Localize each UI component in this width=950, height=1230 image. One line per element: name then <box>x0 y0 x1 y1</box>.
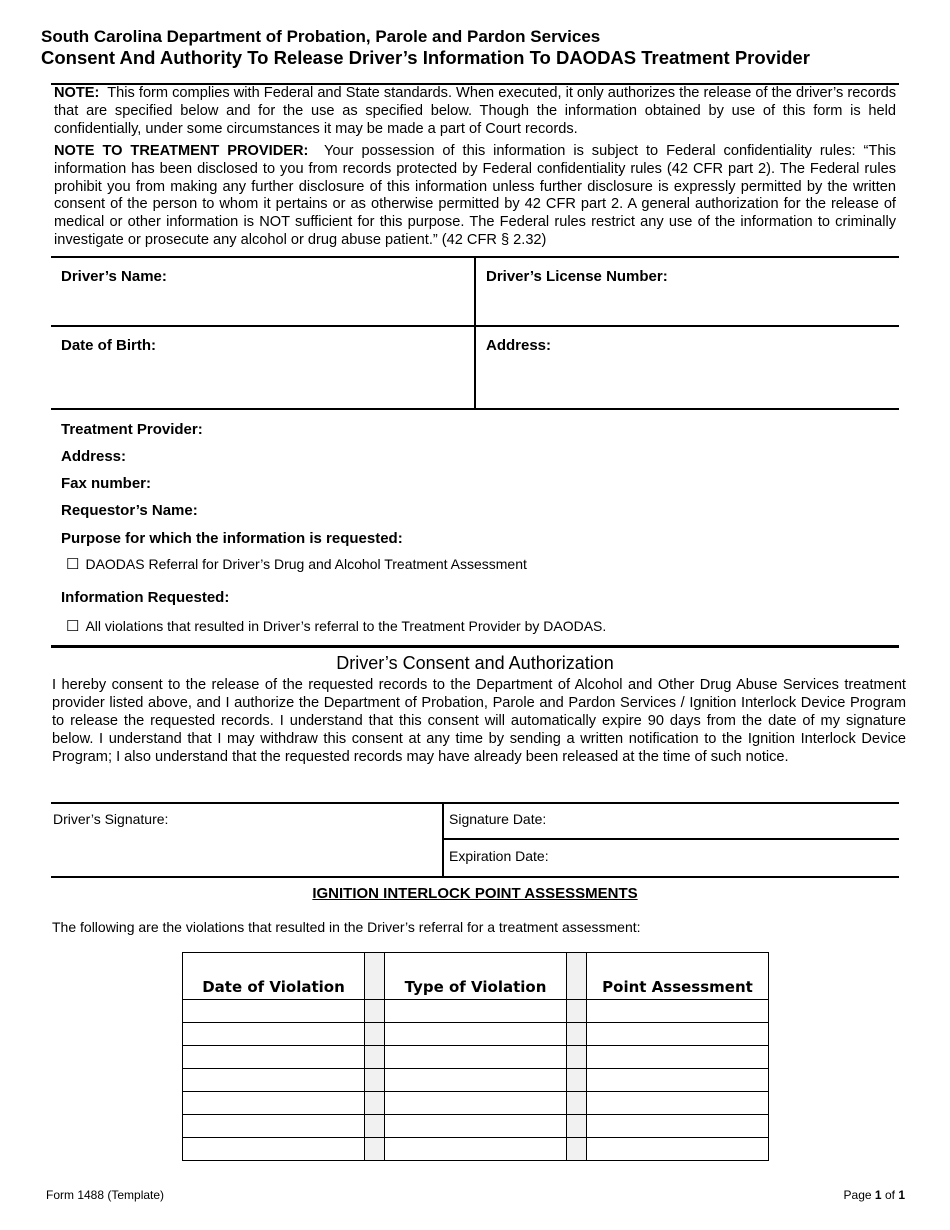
date-of-violation-cell[interactable] <box>183 1046 365 1069</box>
info-checkbox-row[interactable] <box>66 617 606 635</box>
section-divider <box>51 645 899 648</box>
signature-date-field[interactable] <box>444 804 899 840</box>
spacer-cell <box>365 1138 385 1161</box>
checkbox-icon[interactable]: ☐ <box>66 618 80 635</box>
point-assessment-cell[interactable] <box>587 1115 769 1138</box>
spacer-cell <box>365 1000 385 1023</box>
expiration-date-field[interactable] <box>444 841 899 876</box>
violations-table <box>182 952 769 1161</box>
agency-name: South Carolina Department of Probation, Parole and Pardon Services <box>41 27 601 46</box>
date-of-birth-label: Date of Birth: <box>61 337 156 354</box>
spacer-cell <box>365 1092 385 1115</box>
assessments-title: IGNITION INTERLOCK POINT ASSESSMENTS <box>312 885 638 902</box>
consent-title: Driver’s Consent and Authorization <box>336 653 614 673</box>
driver-license-label: Driver’s License Number: <box>486 268 668 285</box>
date-of-violation-cell[interactable] <box>183 1023 365 1046</box>
date-of-violation-cell[interactable] <box>183 1092 365 1115</box>
provider-note-text: Your possession of this information is subject to Federal confidentiality rules: “This information has been disclosed to you from records protected by Federal confidentiality rules (42 CFR part 2). The Federal rules prohibit you from making any further disclosure of this information unless further disclosure is expressly permitted by the written consent of the person to whom it pertains or as otherwise permitted by 42 CFR part 2. A general authorization for the release of medical or other information is NOT sufficient for this purpose. The Federal rules restrict any use of the information to criminally investigate or prosecute any alcohol or drug abuse patient.” (42 CFR § 2.32) <box>54 142 896 249</box>
treatment-provider-label: Treatment Provider: <box>61 421 203 438</box>
form-id: Form 1488 (Template) <box>46 1188 165 1202</box>
purpose-label: Purpose for which the information is requested: <box>61 530 403 547</box>
driver-address-field[interactable] <box>476 327 899 408</box>
purpose-option-text: DAODAS Referral for Driver’s Drug and Alcohol Treatment Assessment <box>85 556 527 572</box>
column-header: Point Assessment <box>587 953 769 1000</box>
spacer-cell <box>365 1069 385 1092</box>
note-paragraph <box>54 85 896 139</box>
provider-address-label: Address: <box>61 448 127 465</box>
form-title: Consent And Authority To Release Driver’s Information To DAODAS Treatment Provider <box>41 47 810 68</box>
type-of-violation-cell[interactable] <box>385 1069 567 1092</box>
page-of: of <box>884 1188 895 1202</box>
table-row <box>183 1023 769 1046</box>
information-requested-label: Information Requested: <box>61 589 230 606</box>
purpose-checkbox-row[interactable] <box>66 555 527 573</box>
type-of-violation-cell[interactable] <box>385 1092 567 1115</box>
table-row <box>183 1138 769 1161</box>
spacer-cell <box>567 1069 587 1092</box>
type-of-violation-cell[interactable] <box>385 1046 567 1069</box>
checkbox-icon[interactable]: ☐ <box>66 556 80 573</box>
spacer-cell <box>567 1115 587 1138</box>
table-row <box>183 1046 769 1069</box>
type-of-violation-cell[interactable] <box>385 1023 567 1046</box>
spacer-column <box>365 953 385 1000</box>
page-total: 1 <box>898 1188 905 1202</box>
point-assessment-cell[interactable] <box>587 1069 769 1092</box>
page-prefix: Page <box>843 1188 872 1202</box>
date-of-violation-cell[interactable] <box>183 1115 365 1138</box>
table-row <box>183 1092 769 1115</box>
column-header: Type of Violation <box>385 953 567 1000</box>
point-assessment-cell[interactable] <box>587 1138 769 1161</box>
table-row <box>183 1069 769 1092</box>
info-option-text: All violations that resulted in Driver’s referral to the Treatment Provider by DAODAS. <box>85 618 607 634</box>
provider-note-label: NOTE TO TREATMENT PROVIDER: <box>54 142 309 159</box>
driver-name-field[interactable] <box>51 258 474 326</box>
date-of-violation-cell[interactable] <box>183 1069 365 1092</box>
spacer-column <box>567 953 587 1000</box>
spacer-cell <box>365 1046 385 1069</box>
page-number <box>844 1188 905 1202</box>
spacer-cell <box>567 1046 587 1069</box>
assessments-intro: The following are the violations that resulted in the Driver’s referral for a treatment assessment: <box>52 919 641 935</box>
driver-name-label: Driver’s Name: <box>61 268 167 285</box>
spacer-cell <box>365 1023 385 1046</box>
spacer-cell <box>567 1023 587 1046</box>
driver-license-field[interactable] <box>476 258 899 326</box>
consent-text: I hereby consent to the release of the requested records to the Department of Alcohol and Other Drug Abuse Services treatment provider listed above, and I authorize the Department of Probation, Parole and Pardon Services / Ignition Interlock Device Program to release the requested records. I understand that this consent will automatically expire 90 days from the date of my signature below. I understand that I may withdraw this consent at any time by sending a written notification to the Ignition Interlock Device Program; I also understand that the requested records may have already been released at the time of such notice. <box>52 677 906 765</box>
point-assessment-cell[interactable] <box>587 1092 769 1115</box>
note-label: NOTE: <box>54 85 100 101</box>
type-of-violation-cell[interactable] <box>385 1115 567 1138</box>
note-text: This form complies with Federal and State standards. When executed, it only authorizes the release of the driver’s records that are specified below and for the use as specified below. Though the information obtained by use of this form is held confidentially, under some circumstances it may be made a part of Court records. <box>54 85 896 137</box>
driver-row-1 <box>51 256 899 326</box>
table-row <box>183 1000 769 1023</box>
spacer-cell <box>567 1138 587 1161</box>
signature-block <box>51 802 899 878</box>
spacer-cell <box>365 1115 385 1138</box>
driver-signature-field[interactable] <box>51 804 442 876</box>
table-header-row <box>183 953 769 1000</box>
fax-number-label: Fax number: <box>61 475 152 492</box>
driver-row-2 <box>51 325 899 410</box>
type-of-violation-cell[interactable] <box>385 1000 567 1023</box>
type-of-violation-cell[interactable] <box>385 1138 567 1161</box>
date-of-violation-cell[interactable] <box>183 1138 365 1161</box>
page-current: 1 <box>874 1188 882 1202</box>
driver-signature-label: Driver’s Signature: <box>53 811 169 827</box>
table-row <box>183 1115 769 1138</box>
driver-address-label: Address: <box>486 337 552 354</box>
point-assessment-cell[interactable] <box>587 1000 769 1023</box>
requestor-name-label: Requestor’s Name: <box>61 502 198 519</box>
point-assessment-cell[interactable] <box>587 1046 769 1069</box>
table-body <box>183 1000 769 1161</box>
spacer-cell <box>567 1092 587 1115</box>
notes-section <box>54 85 896 254</box>
provider-note-paragraph <box>54 143 896 250</box>
signature-date-label: Signature Date: <box>449 811 547 827</box>
spacer-cell <box>567 1000 587 1023</box>
column-header: Date of Violation <box>183 953 365 1000</box>
expiration-date-label: Expiration Date: <box>449 848 549 864</box>
date-of-violation-cell[interactable] <box>183 1000 365 1023</box>
point-assessment-cell[interactable] <box>587 1023 769 1046</box>
date-of-birth-field[interactable] <box>51 327 474 408</box>
